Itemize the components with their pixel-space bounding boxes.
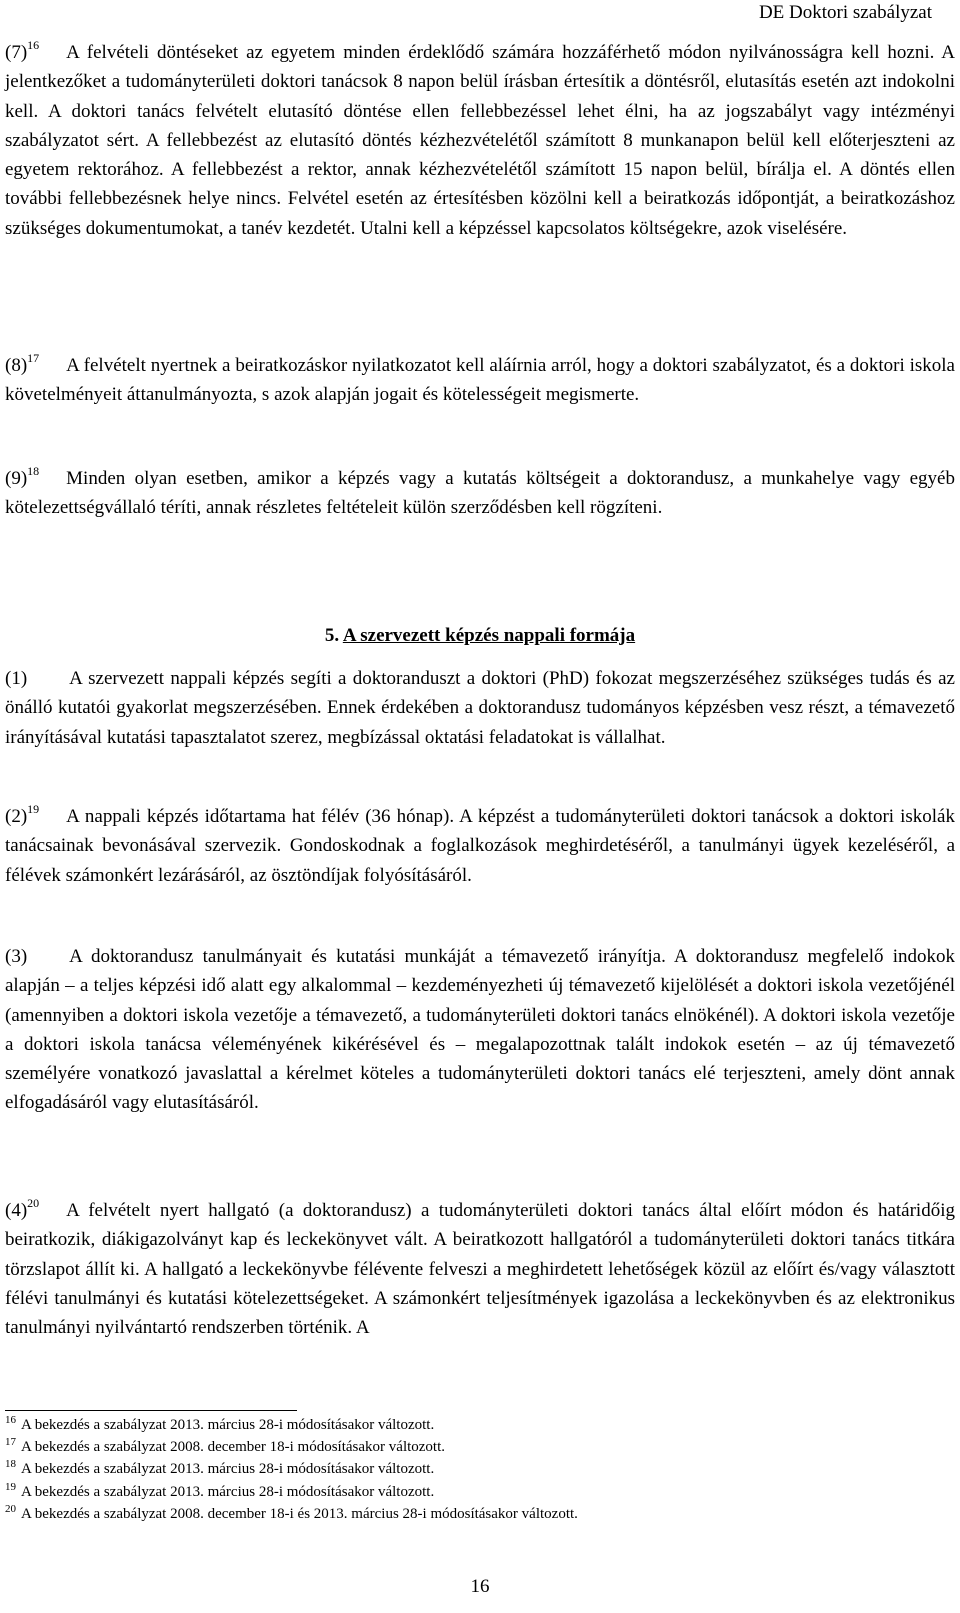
paragraph-text: Minden olyan esetben, amikor a képzés vagy a kutatás költségeit a doktorandusz, a munkahelye vagy egyéb kötelezettségvállaló téríti, annak részletes feltételeit külön szerződésben kell rögzíteni. xyxy=(5,468,955,519)
paragraph-label: (1) xyxy=(5,668,28,689)
footnote xyxy=(5,1503,955,1525)
footnote xyxy=(5,1436,955,1458)
section-title: A szervezett képzés nappali formája xyxy=(342,625,636,646)
footnote-text: A bekezdés a szabályzat 2013. március 28-i módosításakor változott. xyxy=(21,1461,435,1478)
paragraph-text: A felvételi döntéseket az egyetem minden érdeklődő számára hozzáférhető módon nyilvánosságra kell hozni. A jelentkezőket a tudományterületi doktori tanácsok 8 napon belül írásban értesítik a döntésről, elutasítás esetén azt indokolni kell. A doktori tanács felvételt elutasító döntése ellen fellebbezéssel lehet élni, ha az jogszabályt vagy intézményi szabályzatot sért. A fellebbezést az elutasító döntés kézhezvételétől számított 8 munkanapon belül kell előterjeszteni az egyetem rektorához. A fellebbezést a rektor, annak kézhezvételétől számított 15 napon belül, bírálja el. A döntés ellen további fellebbezésnek helye nincs. Felvétel esetén az értesítésben közölni kell a beiratkozás időpontját, a beiratkozáshoz szükséges dokumentumokat, a tanév kezdetét. Utalni kell a képzéssel kapcsolatos költségekre, azok viselésére. xyxy=(5,42,955,239)
paragraph-text: A nappali képzés időtartama hat félév (36 hónap). A képzést a tudományterületi doktori tanácsok a doktori iskolák tanácsainak bevonásával szervezik. Gondoskodnak a foglalkozások meghirdetéséről, a tanulmányi ügyek kezeléséről, a félévek számonkért lezárásáról, az ösztöndíjak folyósításáról. xyxy=(5,806,955,886)
paragraph-text: A felvételt nyert hallgató (a doktorandusz) a tudományterületi doktori tanács által előírt módon és határidőig beiratkozik, diákigazolványt kap és leckekönyvet vált. A beiratkozott hallgatóról a tudományterületi doktori tanács titkára törzslapot állít ki. A hallgató a leckekönyvbe félévente felveszi a meghirdetett lehetőségek közül az előírt és/vagy választott félévi tanulmányi és kutatási kötelezettségeket. A számonkért teljesítmények igazolása a leckekönyvben és az elektronikus tanulmányi nyilvántartó rendszerben történik. A xyxy=(5,1200,955,1339)
footnote-ref: 19 xyxy=(27,802,40,816)
section-paragraph-2 xyxy=(5,802,955,890)
paragraph-label: (8) xyxy=(5,355,28,376)
paragraph-7 xyxy=(5,38,955,243)
footnote-text: A bekezdés a szabályzat 2008. december 18-i módosításakor változott. xyxy=(21,1439,446,1456)
paragraph-text: A doktorandusz tanulmányait és kutatási munkáját a témavezető irányítja. A doktorandusz megfelelő indokok alapján – a teljes képzési idő alatt egy alkalommal – kezdeményezheti új témavezető kijelölését a doktori iskola vezetőjénél (amennyiben a doktori iskola vezetője a témavezető, a tudományterületi doktori tanács elnökénél). A doktori iskola vezetője a doktori iskola tanácsa véleményének kikérésével és – megalapozottnak talált indokok esetén – az új témavezető személyére vonatkozó javaslattal a kérelmet köteles a tudományterületi doktori tanács elé terjeszteni, amely dönt annak elfogadásáról vagy elutasításáról. xyxy=(5,946,955,1114)
footnote-number: 19 xyxy=(5,1480,16,1493)
footnote-ref: 16 xyxy=(27,38,40,52)
section-heading xyxy=(0,622,960,650)
paragraph-label: (3) xyxy=(5,946,28,967)
footnote-text: A bekezdés a szabályzat 2013. március 28-i módosításakor változott. xyxy=(21,1483,435,1500)
footnote-separator xyxy=(5,1410,297,1411)
section-paragraph-4 xyxy=(5,1196,955,1342)
footnote xyxy=(5,1481,955,1503)
footnote-text: A bekezdés a szabályzat 2013. március 28-i módosításakor változott. xyxy=(21,1417,435,1433)
section-paragraph-3 xyxy=(5,942,955,1118)
footnote-ref: 17 xyxy=(27,351,40,365)
paragraph-text: A szervezett nappali képzés segíti a doktoranduszt a doktori (PhD) fokozat megszerzéséhez szükséges tudás és az önálló kutatói gyakorlat megszerzésében. Ennek érdekében a doktorandusz tudományos képzésben vesz részt, a témavezető irányításával kutatási tapasztalatot szerez, megbízással oktatási feladatokat is vállalhat. xyxy=(5,668,955,748)
page-number: 16 xyxy=(470,1576,490,1597)
paragraph-label: (7) xyxy=(5,42,28,63)
paragraph-label: (4) xyxy=(5,1200,28,1221)
paragraph-text: A felvételt nyertnek a beiratkozáskor nyilatkozatot kell aláírnia arról, hogy a doktori szabályzatot, és a doktori iskola követelményeit áttanulmányozta, s azok alapján jogait és kötelességeit megismerte. xyxy=(5,355,955,406)
section-number: 5. xyxy=(324,625,340,646)
footnote-text: A bekezdés a szabályzat 2008. december 18-i és 2013. március 28-i módosításakor változott. xyxy=(21,1505,578,1522)
paragraph-9 xyxy=(5,464,955,523)
footnote-ref: 18 xyxy=(27,464,40,478)
footnote-ref: 20 xyxy=(27,1196,40,1210)
footnote-number: 16 xyxy=(5,1414,16,1426)
section-paragraph-1 xyxy=(5,664,955,752)
footnote-number: 20 xyxy=(5,1502,16,1515)
running-header: DE Doktori szabályzat xyxy=(758,2,932,23)
footnote xyxy=(5,1414,955,1436)
footnote-number: 18 xyxy=(5,1458,16,1471)
paragraph-8 xyxy=(5,351,955,410)
footnote xyxy=(5,1458,955,1480)
paragraph-label: (9) xyxy=(5,468,28,489)
footnotes xyxy=(5,1414,955,1525)
paragraph-label: (2) xyxy=(5,806,28,827)
footnote-number: 17 xyxy=(5,1436,16,1449)
